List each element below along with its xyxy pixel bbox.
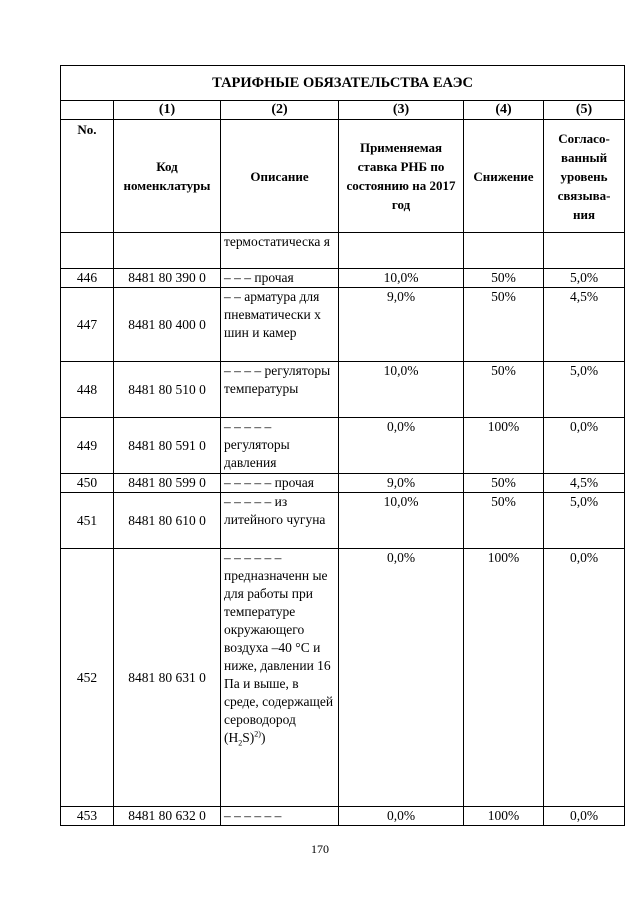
row-rate: 9,0% bbox=[339, 288, 464, 362]
tariff-table bbox=[60, 65, 625, 826]
table-row bbox=[61, 362, 625, 418]
table-row bbox=[61, 549, 625, 807]
row-reduction: 100% bbox=[464, 549, 544, 807]
table-title: ТАРИФНЫЕ ОБЯЗАТЕЛЬСТВА ЕАЭС bbox=[61, 66, 625, 101]
header-reduction: Снижение bbox=[464, 120, 544, 233]
row-rate: 10,0% bbox=[339, 362, 464, 418]
column-number: (2) bbox=[221, 101, 339, 120]
row-no: 449 bbox=[61, 418, 114, 474]
row-code: 8481 80 591 0 bbox=[114, 418, 221, 474]
row-bound: 0,0% bbox=[544, 807, 625, 826]
table-row bbox=[61, 288, 625, 362]
row-no: 453 bbox=[61, 807, 114, 826]
row-description-dash: – – – – – – bbox=[224, 550, 282, 565]
row-bound: 5,0% bbox=[544, 362, 625, 418]
column-number: (4) bbox=[464, 101, 544, 120]
row-no: 447 bbox=[61, 288, 114, 362]
column-number-blank bbox=[61, 101, 114, 120]
row-rate: 0,0% bbox=[339, 549, 464, 807]
row-description: – – – – – – bbox=[221, 807, 339, 826]
table-row bbox=[61, 269, 625, 288]
header-row bbox=[61, 120, 625, 233]
row-code: 8481 80 390 0 bbox=[114, 269, 221, 288]
row-bound: 4,5% bbox=[544, 288, 625, 362]
row-reduction: 50% bbox=[464, 288, 544, 362]
row-description-subscript: 2 bbox=[238, 738, 243, 748]
row-reduction: 50% bbox=[464, 493, 544, 549]
row-rate: 0,0% bbox=[339, 418, 464, 474]
row-code: 8481 80 632 0 bbox=[114, 807, 221, 826]
row-description: – – – – – регуляторы давления bbox=[221, 418, 339, 474]
row-code: 8481 80 400 0 bbox=[114, 288, 221, 362]
continuation-description: термостатическа я bbox=[221, 233, 339, 269]
row-description: – – – – – прочая bbox=[221, 474, 339, 493]
header-description: Описание bbox=[221, 120, 339, 233]
table-row bbox=[61, 474, 625, 493]
page-number: 170 bbox=[311, 842, 329, 856]
row-code: 8481 80 610 0 bbox=[114, 493, 221, 549]
title-row bbox=[61, 66, 625, 101]
row-reduction: 50% bbox=[464, 269, 544, 288]
row-description: – – арматура для пневматически х шин и камер bbox=[221, 288, 339, 362]
row-code: 8481 80 631 0 bbox=[114, 549, 221, 807]
row-no: 446 bbox=[61, 269, 114, 288]
table-row bbox=[61, 418, 625, 474]
row-bound: 0,0% bbox=[544, 418, 625, 474]
continuation-row bbox=[61, 233, 625, 269]
row-reduction: 100% bbox=[464, 807, 544, 826]
row-rate: 9,0% bbox=[339, 474, 464, 493]
row-no: 452 bbox=[61, 549, 114, 807]
row-description-footnote: 2) bbox=[254, 729, 261, 739]
row-bound: 5,0% bbox=[544, 269, 625, 288]
row-bound: 5,0% bbox=[544, 493, 625, 549]
table-row bbox=[61, 493, 625, 549]
row-description bbox=[221, 549, 339, 807]
row-no: 451 bbox=[61, 493, 114, 549]
header-bound: Согласо-ванный уровень связыва-ния bbox=[544, 120, 625, 233]
column-number: (3) bbox=[339, 101, 464, 120]
row-reduction: 50% bbox=[464, 474, 544, 493]
column-number-row bbox=[61, 101, 625, 120]
row-reduction: 100% bbox=[464, 418, 544, 474]
row-rate: 10,0% bbox=[339, 269, 464, 288]
table-row bbox=[61, 807, 625, 826]
row-bound: 4,5% bbox=[544, 474, 625, 493]
row-no: 448 bbox=[61, 362, 114, 418]
row-rate: 0,0% bbox=[339, 807, 464, 826]
row-rate: 10,0% bbox=[339, 493, 464, 549]
row-description-close: ) bbox=[260, 730, 266, 745]
row-reduction: 50% bbox=[464, 362, 544, 418]
row-description: – – – – регуляторы температуры bbox=[221, 362, 339, 418]
row-no: 450 bbox=[61, 474, 114, 493]
column-number: (5) bbox=[544, 101, 625, 120]
row-code: 8481 80 510 0 bbox=[114, 362, 221, 418]
row-code: 8481 80 599 0 bbox=[114, 474, 221, 493]
row-bound: 0,0% bbox=[544, 549, 625, 807]
header-code: Код номенклатуры bbox=[114, 120, 221, 233]
row-description: – – – – – из литейного чугуна bbox=[221, 493, 339, 549]
row-description-after: S) bbox=[242, 730, 255, 745]
column-number: (1) bbox=[114, 101, 221, 120]
row-description: – – – прочая bbox=[221, 269, 339, 288]
header-no: No. bbox=[61, 120, 114, 233]
row-description-main: предназначенн ые для работы при температуре окружающего воздуха –40 °С и ниже, давлении 16 Па и выше, в среде, содержащей сероводород (H bbox=[224, 568, 334, 745]
header-rate: Применяемая ставка РНБ по состоянию на 2017 год bbox=[339, 120, 464, 233]
